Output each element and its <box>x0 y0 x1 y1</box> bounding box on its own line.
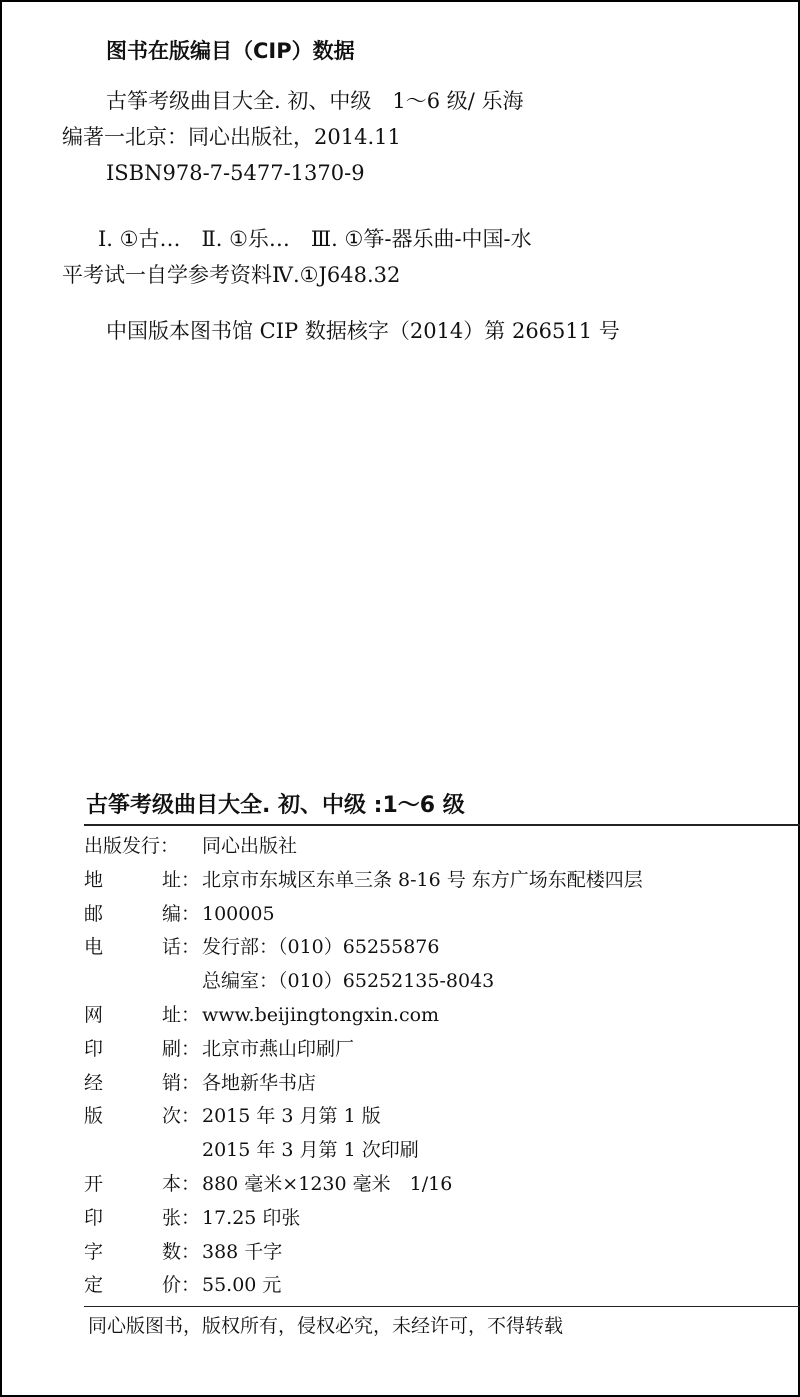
row-value: 北京市东城区东单三条 8-16 号 东方广场东配楼四层 <box>202 868 643 891</box>
row-label <box>84 830 202 864</box>
cip-line-classification: Ⅰ. ①古… Ⅱ. ①乐… Ⅲ. ①筝-器乐曲-中国-水 <box>98 227 532 251</box>
label-part: 数： <box>161 1240 200 1263</box>
row-value: 880 毫米×1230 毫米 1/16 <box>202 1172 453 1195</box>
row-value: www.beijingtongxin.com <box>202 1003 440 1026</box>
label-part: 出版发行： <box>84 835 180 857</box>
label-part: 址： <box>161 1003 200 1026</box>
colophon-row <box>84 965 800 999</box>
cip-line-title: 古筝考级曲目大全. 初、中级 1～6 级/ 乐海 <box>106 89 524 113</box>
colophon-row <box>84 931 800 965</box>
copyright-notice: 同心版图书，版权所有，侵权必究，未经许可，不得转载 <box>88 1315 564 1337</box>
row-label <box>84 1168 202 1202</box>
colophon-row <box>84 1067 800 1101</box>
colophon-row <box>84 864 800 898</box>
label-part: 字 <box>84 1240 104 1263</box>
label-part: 邮 <box>84 902 104 925</box>
row-value: 100005 <box>202 902 275 925</box>
colophon-title: 古筝考级曲目大全. 初、中级 :1～6 级 <box>86 793 465 818</box>
cip-line-publisher: 编著一北京：同心出版社，2014.11 <box>62 125 401 149</box>
footer-divider <box>84 1306 800 1307</box>
row-label <box>84 1202 202 1236</box>
colophon-row <box>84 830 800 864</box>
row-label <box>84 999 202 1033</box>
row-label <box>84 931 202 965</box>
row-value: 2015 年 3 月第 1 次印刷 <box>202 1139 419 1162</box>
row-value: 各地新华书店 <box>202 1071 317 1094</box>
label-part: 网 <box>84 1003 104 1026</box>
cip-line-isbn: ISBN978-7-5477-1370-9 <box>106 161 365 185</box>
colophon-rows <box>84 826 800 1303</box>
label-part: 次： <box>161 1105 200 1128</box>
row-value: 同心出版社 <box>202 835 298 857</box>
row-value: 北京市燕山印刷厂 <box>202 1037 355 1060</box>
row-label <box>84 965 202 999</box>
label-part: 经 <box>84 1071 104 1094</box>
row-label <box>84 1134 202 1168</box>
colophon-row <box>84 898 800 932</box>
label-part: 张： <box>161 1206 200 1229</box>
label-part: 编： <box>161 902 200 925</box>
row-value: 总编室：（010）65252135-8043 <box>202 970 495 993</box>
colophon-row <box>84 1033 800 1067</box>
label-part: 印 <box>84 1206 104 1229</box>
row-label <box>84 1033 202 1067</box>
row-label <box>84 1100 202 1134</box>
label-part: 印 <box>84 1037 104 1060</box>
colophon-row <box>84 1236 800 1270</box>
cip-line-classification-cont: 平考试一自学参考资料Ⅳ.①J648.32 <box>62 263 401 287</box>
row-value: 388 千字 <box>202 1240 283 1263</box>
colophon-row <box>84 1202 800 1236</box>
row-label <box>84 898 202 932</box>
row-label <box>84 1236 202 1270</box>
label-part: 版 <box>84 1105 104 1128</box>
cip-line-record-number: 中国版本图书馆 CIP 数据核字（2014）第 266511 号 <box>106 319 620 343</box>
row-value: 发行部：（010）65255876 <box>202 936 440 959</box>
label-part: 刷： <box>161 1037 200 1060</box>
row-label <box>84 1067 202 1101</box>
row-value: 17.25 印张 <box>202 1206 301 1229</box>
label-part: 价： <box>161 1274 200 1297</box>
colophon-row <box>84 1269 800 1303</box>
colophon-row <box>84 1134 800 1168</box>
colophon-row <box>84 999 800 1033</box>
label-part: 址： <box>161 868 200 891</box>
label-part: 电 <box>84 936 104 959</box>
label-part: 地 <box>84 868 104 891</box>
row-value: 2015 年 3 月第 1 版 <box>202 1105 381 1128</box>
row-value: 55.00 元 <box>202 1274 282 1297</box>
row-label <box>84 864 202 898</box>
row-label <box>84 1269 202 1303</box>
label-part: 开 <box>84 1172 104 1195</box>
label-part: 本： <box>161 1172 200 1195</box>
label-part: 话： <box>161 936 200 959</box>
colophon <box>84 790 800 1303</box>
label-part: 定 <box>84 1274 104 1297</box>
cip-heading: 图书在版编目（CIP）数据 <box>106 39 355 63</box>
colophon-row <box>84 1168 800 1202</box>
colophon-row <box>84 1100 800 1134</box>
label-part: 销： <box>161 1071 200 1094</box>
